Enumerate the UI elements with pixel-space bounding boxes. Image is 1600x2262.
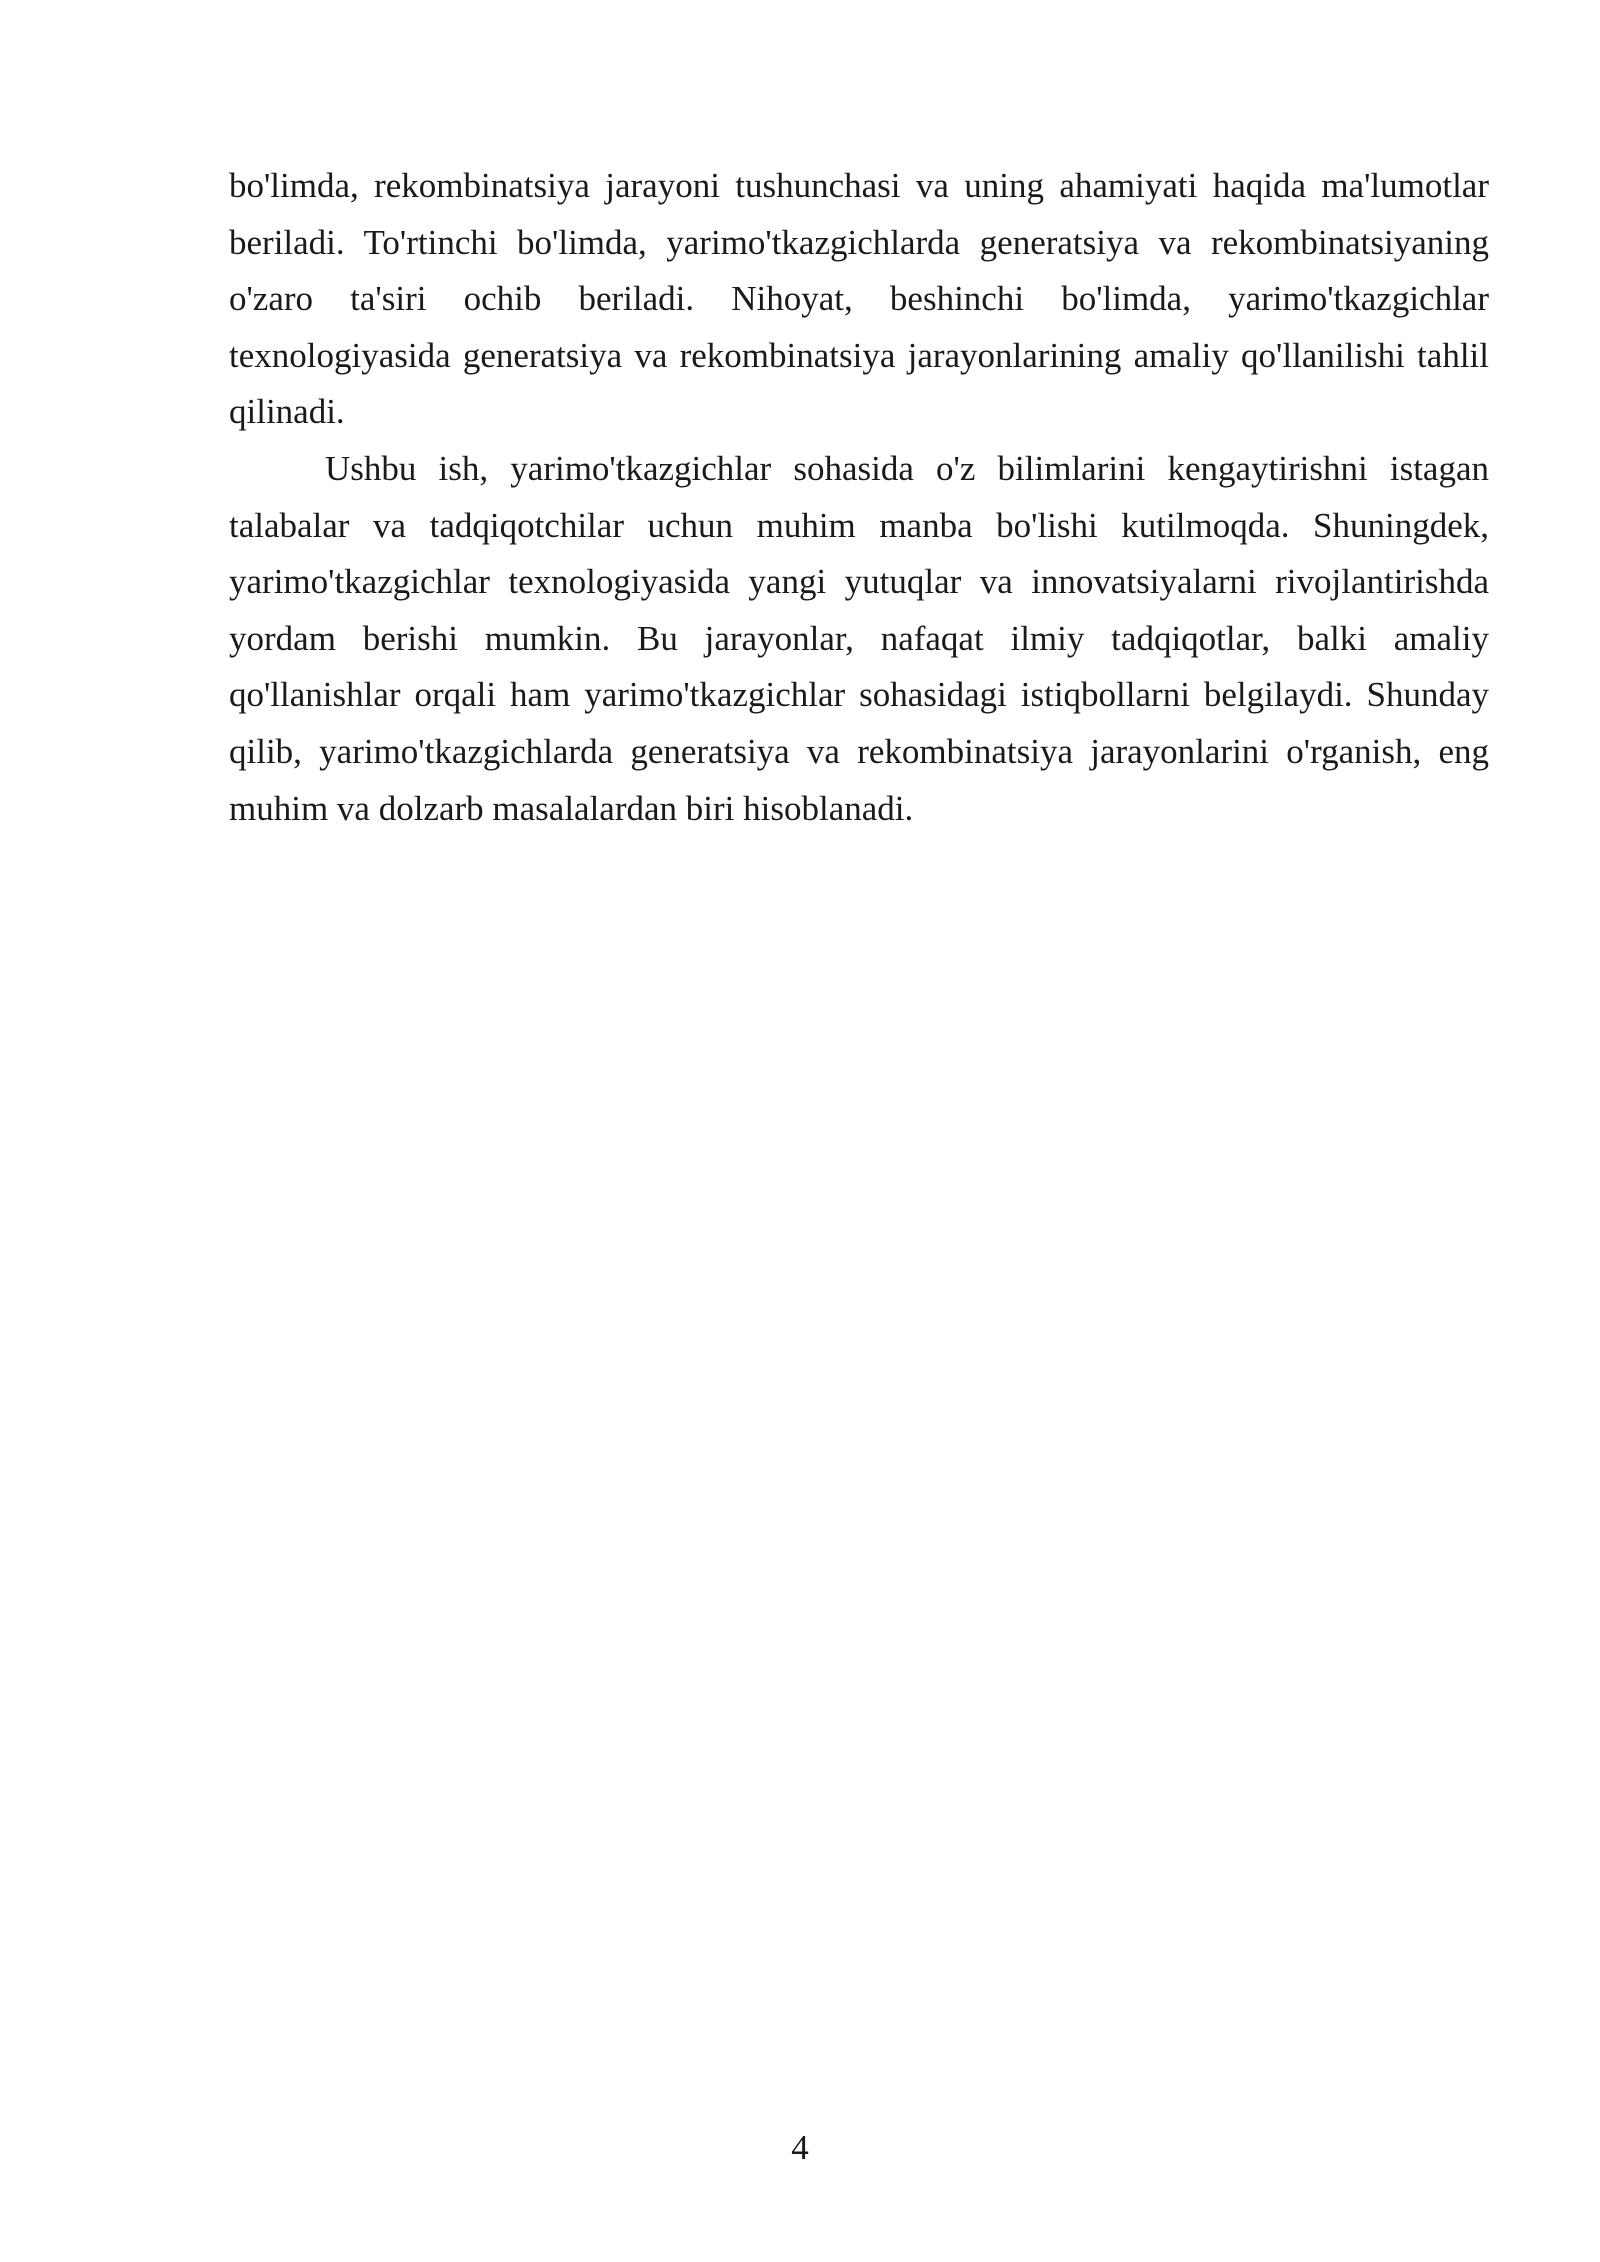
- paragraph-continued: bo'limda, rekombinatsiya jarayoni tushunchasi va uning ahamiyati haqida ma'lumotlar beriladi. To'rtinchi bo'limda, yarimo'tkazgichlarda generatsiya va rekombinatsiyaning o'zaro ta'siri ochib beriladi. Nihoyat, beshinchi bo'limda, yarimo'tkazgichlar texnologiyasida generatsiya va rekombinatsiya jarayonlarining amaliy qo'llanilishi tahlil qilinadi.: [229, 166, 1489, 432]
- page-number: 4: [791, 2128, 809, 2167]
- page-body: [229, 158, 1489, 837]
- paragraph: Ushbu ish, yarimo'tkazgichlar sohasida o'z bilimlarini kengaytirishni istagan talabalar va tadqiqotchilar uchun muhim manba bo'lishi kutilmoqda. Shuningdek, yarimo'tkazgichlar texnologiyasida yangi yutuqlar va innovatsiyalarni rivojlantirishda yordam berishi mumkin. Bu jarayonlar, nafaqat ilmiy tadqiqotlar, balki amaliy qo'llanishlar orqali ham yarimo'tkazgichlar sohasidagi istiqbollarni belgilaydi. Shunday qilib, yarimo'tkazgichlarda generatsiya va rekombinatsiya jarayonlarini o'rganish, eng muhim va dolzarb masalalardan biri hisoblanadi.: [229, 448, 1489, 828]
